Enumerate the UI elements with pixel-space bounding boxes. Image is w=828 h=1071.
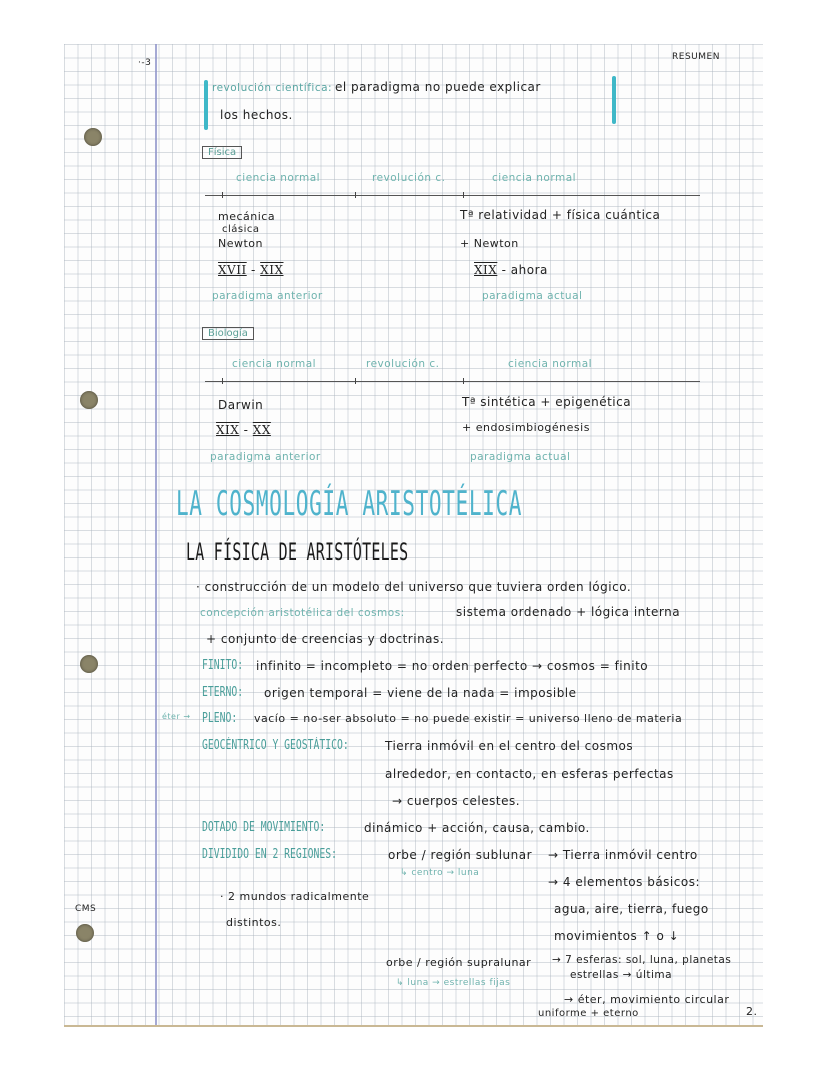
timeline-tick (222, 192, 223, 198)
property-value: → cuerpos celestes. (392, 794, 521, 808)
paradigm-caption: paradigma actual (482, 290, 583, 302)
timeline-tick (463, 192, 464, 198)
physics-label: Física (202, 146, 242, 159)
property-key: DOTADO DE MOVIMIENTO: (202, 820, 326, 835)
period: XIX - ahora (474, 263, 548, 277)
corner-number: ·-3 (138, 58, 152, 68)
paradigm-caption: paradigma anterior (212, 290, 323, 302)
phase-label: ciencia normal (492, 172, 577, 184)
property-key: GEOCÉNTRICO Y GEOSTÁTICO: (202, 738, 349, 753)
brace-icon (612, 76, 616, 124)
region-label: orbe / región supralunar (386, 956, 532, 969)
concept-def: + conjunto de creencias y doctrinas. (206, 632, 445, 646)
property-key: FINITO: (202, 658, 244, 673)
intro-definition-cont: los hechos. (220, 108, 293, 122)
region-item: → Tierra inmóvil centro (548, 848, 698, 862)
concept-term: concepción aristotélica del cosmos: (200, 607, 405, 619)
phase-label: revolución c. (366, 358, 440, 370)
region-note: ↳ centro → luna (400, 868, 480, 878)
phase-label: revolución c. (372, 172, 446, 184)
region-item: estrellas → última (570, 969, 673, 981)
phase-label: ciencia normal (508, 358, 593, 370)
property-key: DIVIDIDO EN 2 REGIONES: (202, 847, 338, 862)
timeline-tick (355, 192, 356, 198)
property-value: dinámico + acción, causa, cambio. (364, 821, 590, 835)
timeline-text: mecánica (218, 210, 276, 223)
timeline-line (205, 195, 700, 196)
property-value: vacío = no-ser absoluto = no puede existir = universo lleno de materia (254, 712, 683, 725)
concept-def: sistema ordenado + lógica interna (456, 605, 681, 619)
timeline-text: Tª sintética + epigenética (462, 395, 632, 409)
region-item: → 4 elementos básicos: (548, 875, 700, 889)
region-item: → 7 esferas: sol, luna, planetas (552, 954, 732, 966)
region-item: → éter, movimiento circular (564, 993, 730, 1006)
biology-label: Biología (202, 327, 254, 340)
section-title: LA COSMOLOGÍA ARISTOTÉLICA (176, 484, 523, 524)
paradigm-caption: paradigma anterior (210, 451, 321, 463)
property-value: Tierra inmóvil en el centro del cosmos (385, 739, 634, 753)
margin-annotation: éter → (162, 712, 191, 721)
bullet-text: distintos. (226, 916, 282, 929)
timeline-text: Newton (218, 237, 264, 250)
region-item: movimientos ↑ o ↓ (554, 929, 680, 943)
section-subtitle: LA FÍSICA DE ARISTÓTELES (186, 538, 409, 566)
timeline-text: + Newton (460, 237, 519, 250)
binder-hole (76, 924, 94, 942)
binder-hole (80, 655, 98, 673)
region-label: orbe / región sublunar (388, 848, 533, 862)
property-value: alrededor, en contacto, en esferas perfectas (385, 767, 674, 781)
bullet-text: · 2 mundos radicalmente (220, 890, 370, 903)
paradigm-caption: paradigma actual (470, 451, 571, 463)
property-key: PLENO: (202, 711, 238, 726)
intro-term: revolución científica: (212, 82, 333, 94)
margin-line (155, 44, 157, 1025)
header-label: RESUMEN (672, 52, 720, 62)
binder-hole (80, 391, 98, 409)
period: XIX - XX (216, 423, 271, 437)
page-number: 2. (746, 1005, 758, 1018)
phase-label: ciencia normal (236, 172, 321, 184)
timeline-text: + endosimbiogénesis (462, 421, 590, 434)
timeline-tick (222, 378, 223, 384)
intro-definition: el paradigma no puede explicar (335, 80, 541, 94)
region-item: uniforme + eterno (538, 1008, 639, 1019)
region-note: ↳ luna → estrellas fijas (396, 978, 511, 988)
bullet-text: · construcción de un modelo del universo que tuviera orden lógico. (196, 580, 632, 594)
region-item: agua, aire, tierra, fuego (554, 902, 709, 916)
brace-icon (204, 80, 208, 130)
timeline-tick (463, 378, 464, 384)
property-value: infinito = incompleto = no orden perfecto → cosmos = finito (256, 659, 649, 673)
binder-hole (84, 128, 102, 146)
timeline-text: clásica (222, 224, 260, 235)
timeline-text: Darwin (218, 398, 264, 412)
timeline-tick (355, 378, 356, 384)
phase-label: ciencia normal (232, 358, 317, 370)
timeline-line (205, 381, 700, 382)
property-value: origen temporal = viene de la nada = imposible (264, 686, 577, 700)
timeline-text: Tª relatividad + física cuántica (460, 208, 661, 222)
period: XVII - XIX (218, 263, 284, 277)
margin-note: CMS (75, 904, 97, 914)
property-key: ETERNO: (202, 685, 244, 700)
